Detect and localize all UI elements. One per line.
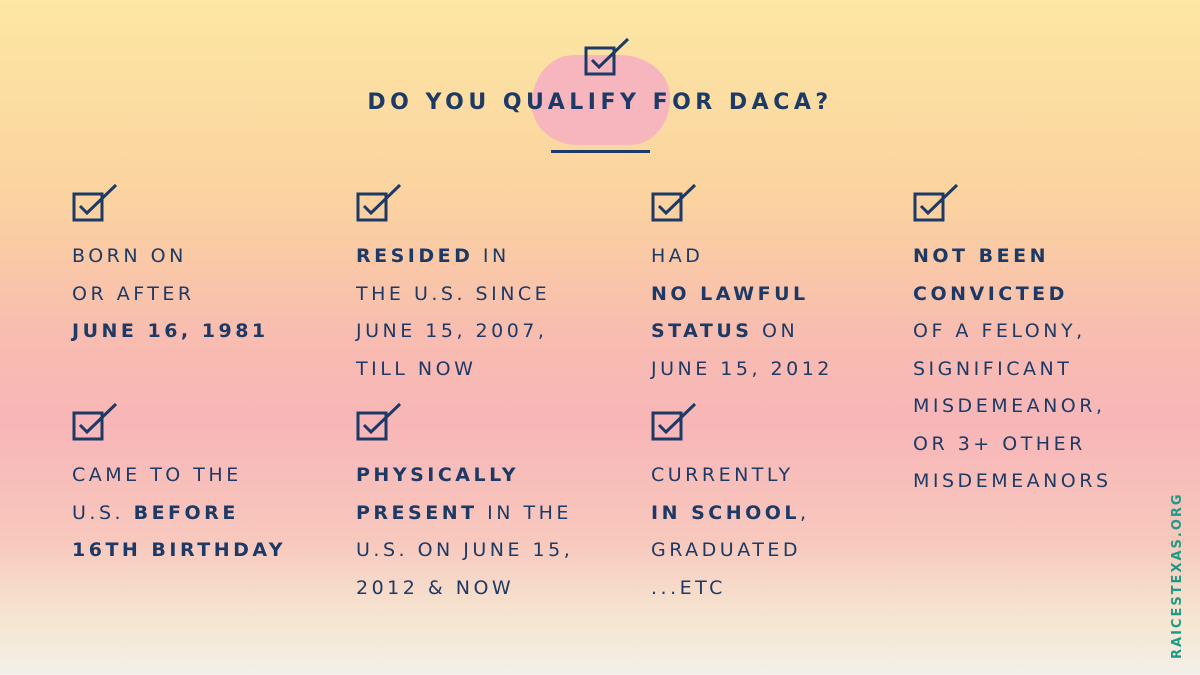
criterion-item <box>651 401 810 607</box>
bold-text: RESIDED <box>356 245 474 267</box>
criterion-text <box>72 457 286 570</box>
plain-text: HAD <box>651 245 704 267</box>
plain-text: U.S. <box>72 501 134 524</box>
criterion-line <box>913 426 1112 464</box>
criterion-line <box>356 457 573 495</box>
criterion-line <box>913 463 1112 501</box>
criterion-line <box>651 313 833 351</box>
criterion-item <box>72 182 269 351</box>
plain-text: TILL NOW <box>356 357 477 380</box>
plain-text: IN <box>473 245 510 267</box>
criterion-item <box>651 182 833 388</box>
plain-text: U.S. ON JUNE 15, <box>356 539 574 561</box>
bold-text: NOT BEEN <box>913 245 1049 267</box>
plain-text: IN THE <box>477 501 572 524</box>
checkbox-icon <box>72 401 118 443</box>
criterion-line <box>651 495 810 533</box>
plain-text: JUNE 15, 2007, <box>356 320 548 342</box>
plain-text: 2012 & NOW <box>356 576 515 599</box>
criterion-line <box>356 276 550 314</box>
criterion-line <box>72 457 286 495</box>
plain-text: CAME TO THE <box>72 464 242 486</box>
criterion-line <box>651 457 810 495</box>
criterion-line <box>72 495 286 533</box>
criterion-item <box>913 182 1112 501</box>
criterion-line <box>356 532 573 570</box>
criterion-line <box>356 495 573 533</box>
plain-text: JUNE 15, 2012 <box>651 357 833 380</box>
plain-text: GRADUATED <box>651 539 801 561</box>
bold-text: 16TH BIRTHDAY <box>72 539 287 561</box>
plain-text: , <box>800 501 810 524</box>
criterion-text <box>356 457 573 607</box>
criterion-line <box>356 238 550 276</box>
checkbox-icon <box>913 182 959 224</box>
criterion-line <box>913 351 1112 389</box>
criterion-line <box>913 238 1112 276</box>
plain-text: SIGNIFICANT <box>913 357 1073 380</box>
title-underline <box>551 150 650 153</box>
criterion-line <box>651 570 810 608</box>
bold-text: IN SCHOOL <box>651 501 801 524</box>
bold-text: NO LAWFUL <box>651 282 809 305</box>
plain-text: ...ETC <box>651 576 726 599</box>
site-url[interactable]: RAICESTEXAS.ORG <box>1170 492 1185 660</box>
bold-text: STATUS <box>651 320 753 342</box>
criterion-text <box>913 238 1112 501</box>
criterion-line <box>651 276 833 314</box>
criterion-item <box>356 182 550 388</box>
criterion-line <box>913 276 1112 314</box>
bold-text: JUNE 16, 1981 <box>72 320 269 342</box>
criterion-line <box>913 388 1112 426</box>
checkbox-icon <box>72 182 118 224</box>
plain-text: CURRENTLY <box>651 464 794 486</box>
criterion-text <box>651 238 833 388</box>
plain-text: OF A FELONY, <box>913 320 1086 342</box>
bold-text: PHYSICALLY <box>356 464 519 486</box>
criterion-item <box>72 401 286 570</box>
bold-text: BEFORE <box>133 501 239 524</box>
plain-text: MISDEMEANORS <box>913 470 1112 492</box>
criterion-text <box>72 238 269 351</box>
criterion-line <box>72 313 269 351</box>
plain-text: THE U.S. SINCE <box>356 282 551 305</box>
criterion-line <box>913 313 1112 351</box>
checkbox-icon <box>651 182 697 224</box>
checkbox-icon <box>584 36 630 78</box>
page-title: DO YOU QUALIFY FOR DACA? <box>367 90 833 115</box>
plain-text: ON <box>752 320 799 342</box>
checkbox-icon <box>651 401 697 443</box>
bold-text: CONVICTED <box>913 282 1068 305</box>
criterion-line <box>72 238 269 276</box>
bold-text: PRESENT <box>356 501 478 524</box>
criterion-line <box>72 532 286 570</box>
plain-text: BORN ON <box>72 245 187 267</box>
criterion-line <box>651 351 833 389</box>
criterion-text <box>651 457 810 607</box>
criterion-text <box>356 238 550 388</box>
criterion-line <box>356 313 550 351</box>
criterion-item <box>356 401 573 607</box>
plain-text: MISDEMEANOR, <box>913 395 1106 417</box>
criterion-line <box>72 276 269 314</box>
checkbox-icon <box>356 401 402 443</box>
criterion-line <box>651 238 833 276</box>
criterion-line <box>356 570 573 608</box>
plain-text: OR 3+ OTHER <box>913 432 1086 455</box>
checkbox-icon <box>356 182 402 224</box>
plain-text: OR AFTER <box>72 282 195 305</box>
criterion-line <box>356 351 550 389</box>
criterion-line <box>651 532 810 570</box>
